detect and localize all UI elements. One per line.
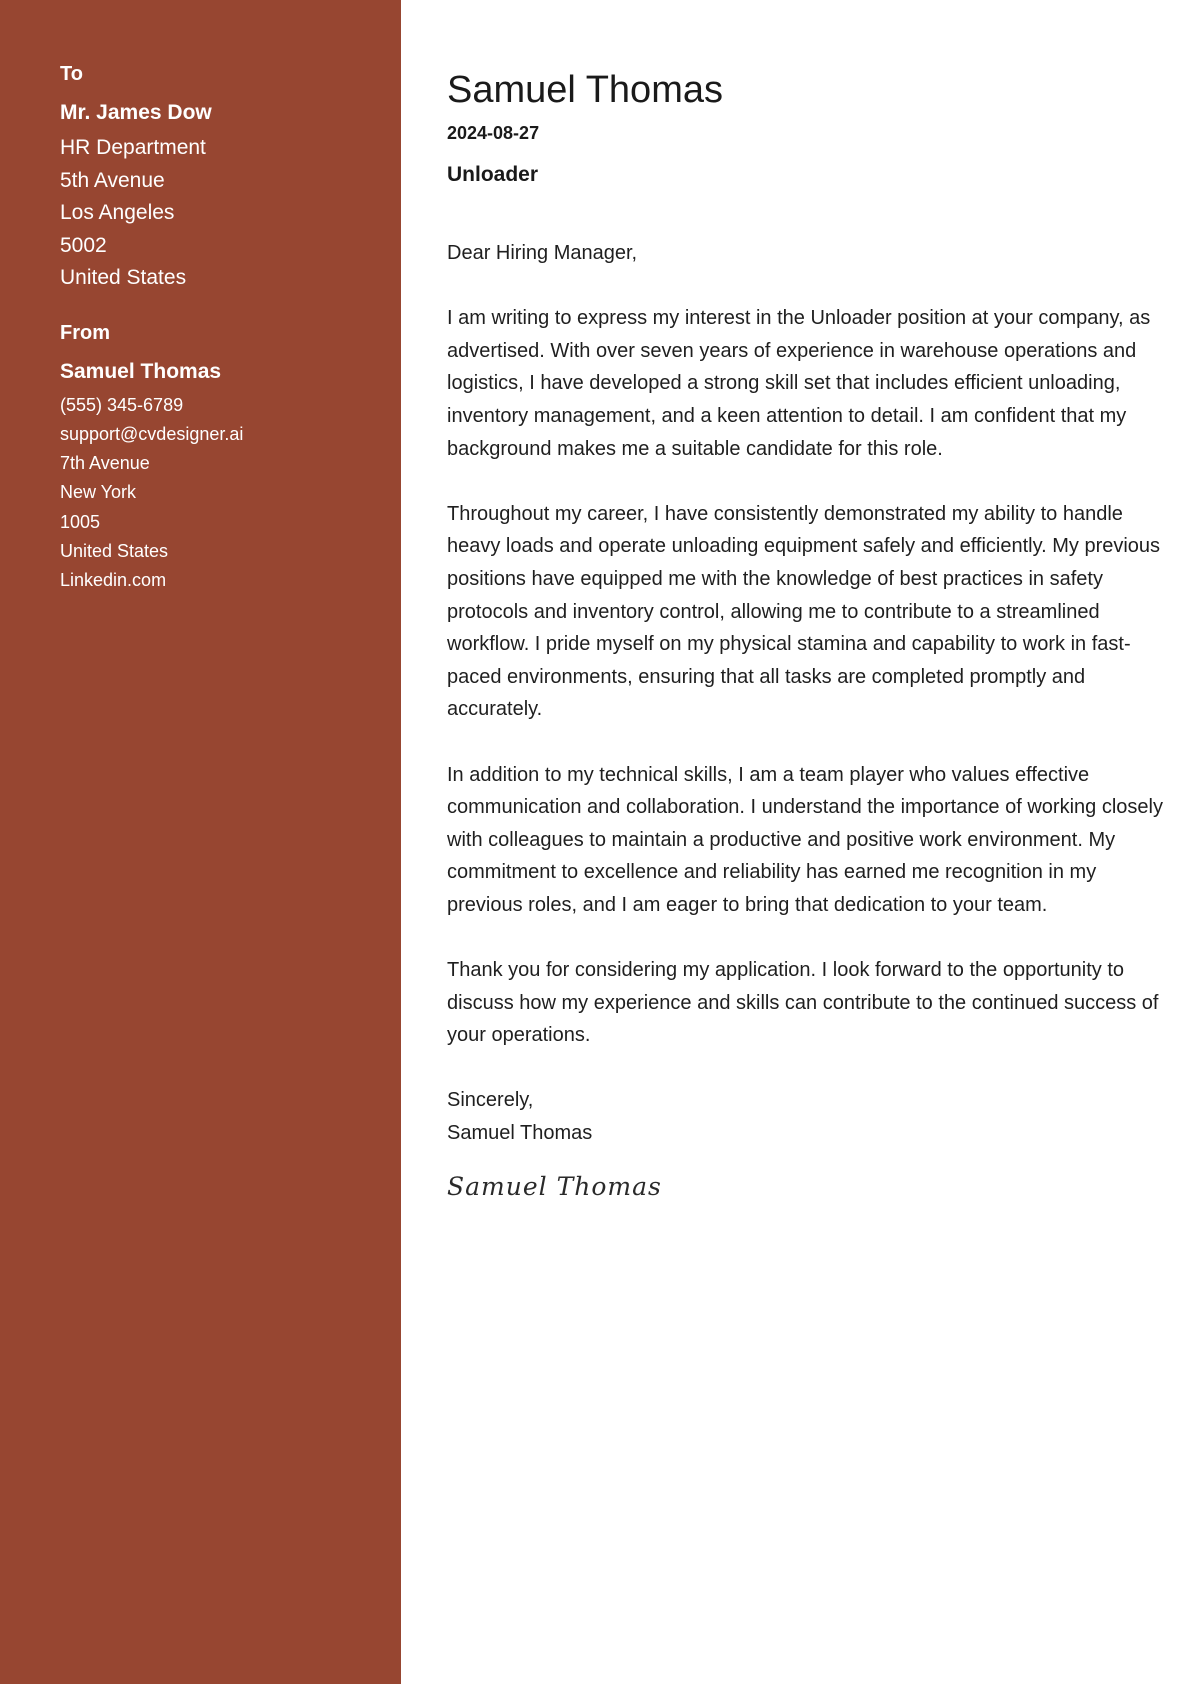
paragraph-1: I am writing to express my interest in the Unloader position at your company, as advertised. With over seven years of experience in warehouse operations and logistics, I have developed a strong skill set that includes efficient unloading, inventory management, and a keen attention to detail. I am confident that my background makes me a suitable candidate for this role. (447, 307, 1151, 460)
sender-phone: (555) 345-6789 (60, 394, 184, 415)
paragraph-2: Throughout my career, I have consistently demonstrated my ability to handle heavy loads and operate unloading equipment safely and efficiently. My previous positions have equipped me with the knowledge of best practices in safety protocols and inventory control, allowing me to contribute to a streamlined workflow. I pride myself on my physical stamina and capability to work in fast-paced environments, ensuring that all tasks are completed promptly and accurately. (447, 502, 1161, 721)
recipient-street: 5th Avenue (60, 168, 165, 192)
recipient-country: United States (60, 266, 187, 289)
sender-website: Linkedin.com (60, 570, 167, 591)
sender-name: Samuel Thomas (60, 359, 222, 383)
to-heading: To (60, 63, 83, 85)
paragraph-3: In addition to my technical skills, I am a team player who values effective communication and collaboration. I understand the importance of working closely with colleagues to maintain a productive and positive work environment. My commitment to excellence and reliability has earned me recognition in my previous roles, and I am eager to bring that dedication to your team. (447, 763, 1163, 916)
signature: Samuel Thomas (447, 1171, 662, 1201)
sender-email: support@cvdesigner.ai (60, 423, 244, 444)
recipient-zip: 5002 (60, 233, 107, 257)
sender-zip: 1005 (60, 511, 101, 532)
closing-name: Samuel Thomas (447, 1122, 593, 1145)
letter-content (401, 0, 1200, 1684)
sender-city: New York (60, 482, 137, 503)
page-title: Samuel Thomas (447, 69, 723, 111)
recipient-city: Los Angeles (60, 201, 175, 224)
sidebar (0, 0, 401, 1684)
paragraph-4: Thank you for considering my application. I look forward to the opportunity to discuss how my experience and skills can contribute to the continued success of your operations. (447, 959, 1159, 1047)
salutation: Dear Hiring Manager, (447, 242, 638, 264)
letter-date: 2024-08-27 (447, 123, 540, 143)
closing-phrase: Sincerely, (447, 1089, 534, 1112)
sender-street: 7th Avenue (60, 453, 150, 474)
closing (447, 1084, 1164, 1149)
sender-country: United States (60, 540, 169, 561)
recipient-department: HR Department (60, 136, 206, 159)
job-title: Unloader (447, 163, 539, 186)
from-heading: From (60, 321, 110, 344)
letter-body (447, 237, 1164, 1052)
recipient-name: Mr. James Dow (60, 101, 212, 124)
